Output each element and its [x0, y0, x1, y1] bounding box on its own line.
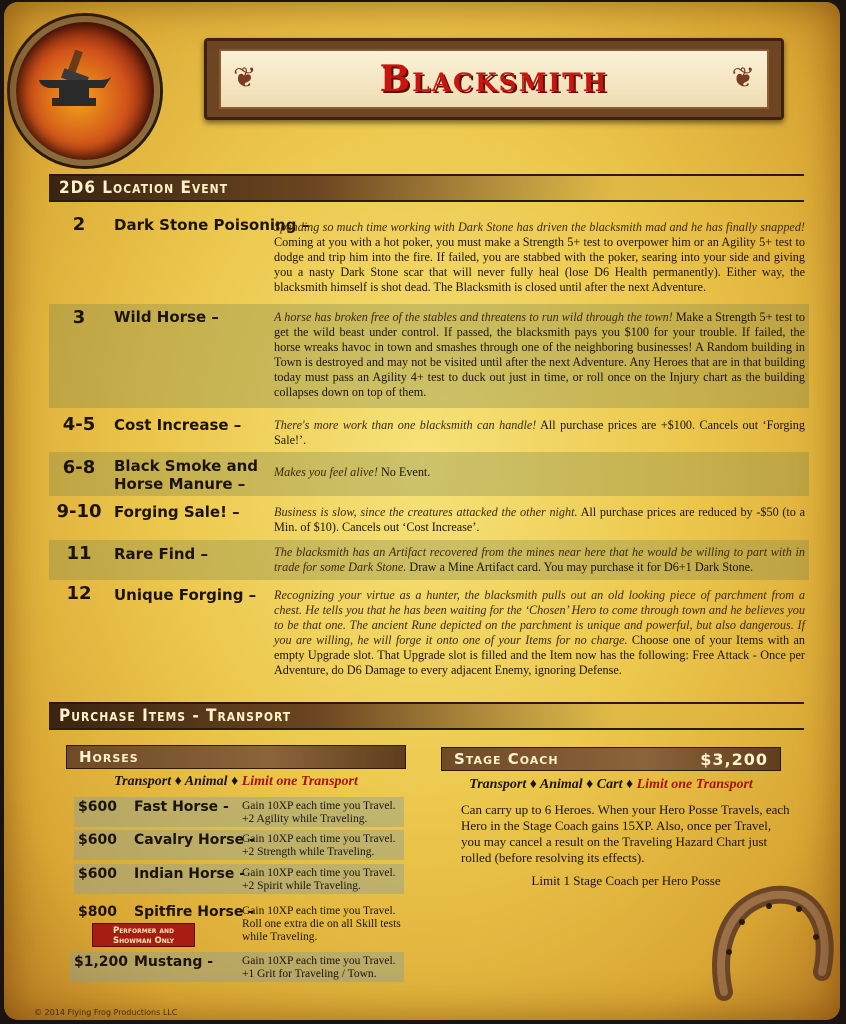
- horse-name: Mustang -: [134, 954, 214, 970]
- event-row: [49, 540, 809, 580]
- event-name: Dark Stone Poisoning –: [114, 216, 310, 234]
- horse-name: Indian Horse -: [134, 866, 246, 882]
- ornament-right-icon: ❦: [731, 61, 755, 94]
- horseshoe-icon: [704, 877, 834, 1007]
- horse-price: $600: [78, 799, 117, 815]
- purchase-header: Purchase Items - Transport: [49, 702, 804, 730]
- horse-desc: Gain 10XP each time you Travel. +1 Grit for Traveling / Town.: [242, 955, 396, 980]
- event-row: [49, 304, 809, 408]
- anvil-icon: [34, 50, 114, 110]
- performer-only-badge: Performer and Showman Only: [92, 923, 195, 947]
- horse-name: Fast Horse -: [134, 799, 229, 815]
- title-plaque: [204, 38, 784, 120]
- horse-price: $800: [78, 904, 117, 920]
- event-desc: Makes you feel alive! No Event.: [274, 465, 431, 479]
- copyright: © 2014 Flying Frog Productions LLC: [34, 1008, 178, 1017]
- ornament-left-icon: ❦: [233, 61, 257, 94]
- horse-price: $1,200: [74, 954, 129, 970]
- event-row: [49, 580, 809, 690]
- event-table-header: 2D6 Location Event: [49, 174, 804, 202]
- event-row: [49, 408, 809, 452]
- event-name: Cost Increase –: [114, 416, 242, 434]
- event-roll: 3: [72, 307, 86, 328]
- event-desc: Recognizing your virtue as a hunter, the blacksmith pulls out an old looking piece of parchment from a chest. He tells you that he has been waiting for the ‘Chosen’ Hero to come through town and he believes you to be that one. The ancient Rune depicted on the parchment is unique and powerful, but also dangerous. If you are willing, he will forge it onto one of your Items for no charge. Choose one of your Items with an empty Upgrade slot. That Upgrade slot is filled and the Item now has the following: Free Attack - Once per Adventure, do D6 Damage to every adjacent Enemy, ignoring Defense.: [274, 588, 805, 677]
- event-roll: 2: [72, 214, 86, 235]
- event-roll: 6-8: [62, 457, 96, 478]
- event-name: Wild Horse –: [114, 308, 219, 326]
- stage-coach-limit: Limit 1 Stage Coach per Hero Posse: [531, 873, 721, 888]
- event-desc: Spending so much time working with Dark Stone has driven the blacksmith mad and he has finally snapped! Coming at you with a hot poker, you must make a Strength 5+ test to overpower him or an Agility 5+ test to dodge and trip him into the fire. If failed, you are stabbed with the poker, searing into your side and giving you a nasty Dark Stone scar that will never fully heal (lose D6 Health permanently). Either way, the blacksmith himself is shot dead. The Blacksmith is closed until after the next Adventure.: [274, 220, 805, 294]
- event-roll: 12: [66, 583, 92, 604]
- horses-tags: Transport ♦ Animal ♦ Limit one Transport: [114, 774, 358, 789]
- horse-row: [74, 830, 404, 860]
- horse-price: $600: [78, 832, 117, 848]
- event-desc: Business is slow, since the creatures attacked the other night. All purchase prices are reduced by -$50 (to a Min. of $10). Cancels out ‘Cost Increase’.: [274, 505, 806, 534]
- horse-row: [70, 952, 404, 982]
- location-card: [4, 2, 840, 1020]
- event-roll: 9-10: [56, 501, 102, 522]
- event-desc: The blacksmith has an Artifact recovered from the mines near here that he would be willing to part with in trade for some Dark Stone. Draw a Mine Artifact card. You may purchase it for D6+1 Dark Stone.: [274, 545, 805, 574]
- event-name: Unique Forging –: [114, 586, 257, 604]
- horse-desc: Gain 10XP each time you Travel. +2 Agility while Traveling.: [242, 800, 396, 825]
- horse-row: [74, 797, 404, 827]
- stage-coach-header: Stage Coach $3,200: [441, 747, 781, 771]
- horses-header: Horses: [66, 745, 406, 769]
- event-desc: There's more work than one blacksmith can handle! All purchase prices are +$100. Cancels out ‘Forging Sale!’.: [274, 418, 805, 447]
- horse-row: [74, 864, 404, 894]
- card-title: Blacksmith: [379, 58, 609, 100]
- stage-coach-price: $3,200: [700, 750, 768, 769]
- event-roll: 11: [66, 543, 92, 564]
- horse-price: $600: [78, 866, 117, 882]
- horse-desc: Gain 10XP each time you Travel. +2 Spirit while Traveling.: [242, 867, 396, 892]
- event-row: [49, 452, 809, 496]
- event-name: Rare Find –: [114, 545, 208, 563]
- horse-desc: Gain 10XP each time you Travel. Roll one extra die on all Skill tests while Traveling.: [242, 905, 401, 943]
- event-row: [49, 206, 809, 304]
- event-desc: A horse has broken free of the stables and threatens to run wild through the town! Make a Strength 5+ test to get the wild beast under control. If passed, the blacksmith pays you $100 for your trouble. If failed, the horse wreaks havoc in town and smashes through one of the neighboring businesses! A Random building in Town is destroyed and may not be visited until after the next Adventure. Any Heroes that are in that building today must pass an Agility 4+ test to duck out just in time, or roll once on the Injury chart as the building collapses down on top of them.: [274, 310, 805, 399]
- event-name: Black Smoke and Horse Manure –: [114, 457, 259, 493]
- event-name: Forging Sale! –: [114, 503, 240, 521]
- stage-coach-desc: Can carry up to 6 Heroes. When your Hero Posse Travels, each Hero in the Stage Coach gains 15XP. Also, once per Travel, you may cancel a result on the Traveling Hazard Chart just rolled (before resolving its effects).: [461, 802, 790, 865]
- horse-desc: Gain 10XP each time you Travel. +2 Strength while Traveling.: [242, 833, 396, 858]
- horse-name: Cavalry Horse -: [134, 832, 255, 848]
- horse-name: Spitfire Horse -: [134, 904, 254, 920]
- event-roll: 4-5: [62, 414, 96, 435]
- event-row: [49, 496, 809, 540]
- stage-coach-tags: Transport ♦ Animal ♦ Cart ♦ Limit one Transport: [469, 777, 753, 792]
